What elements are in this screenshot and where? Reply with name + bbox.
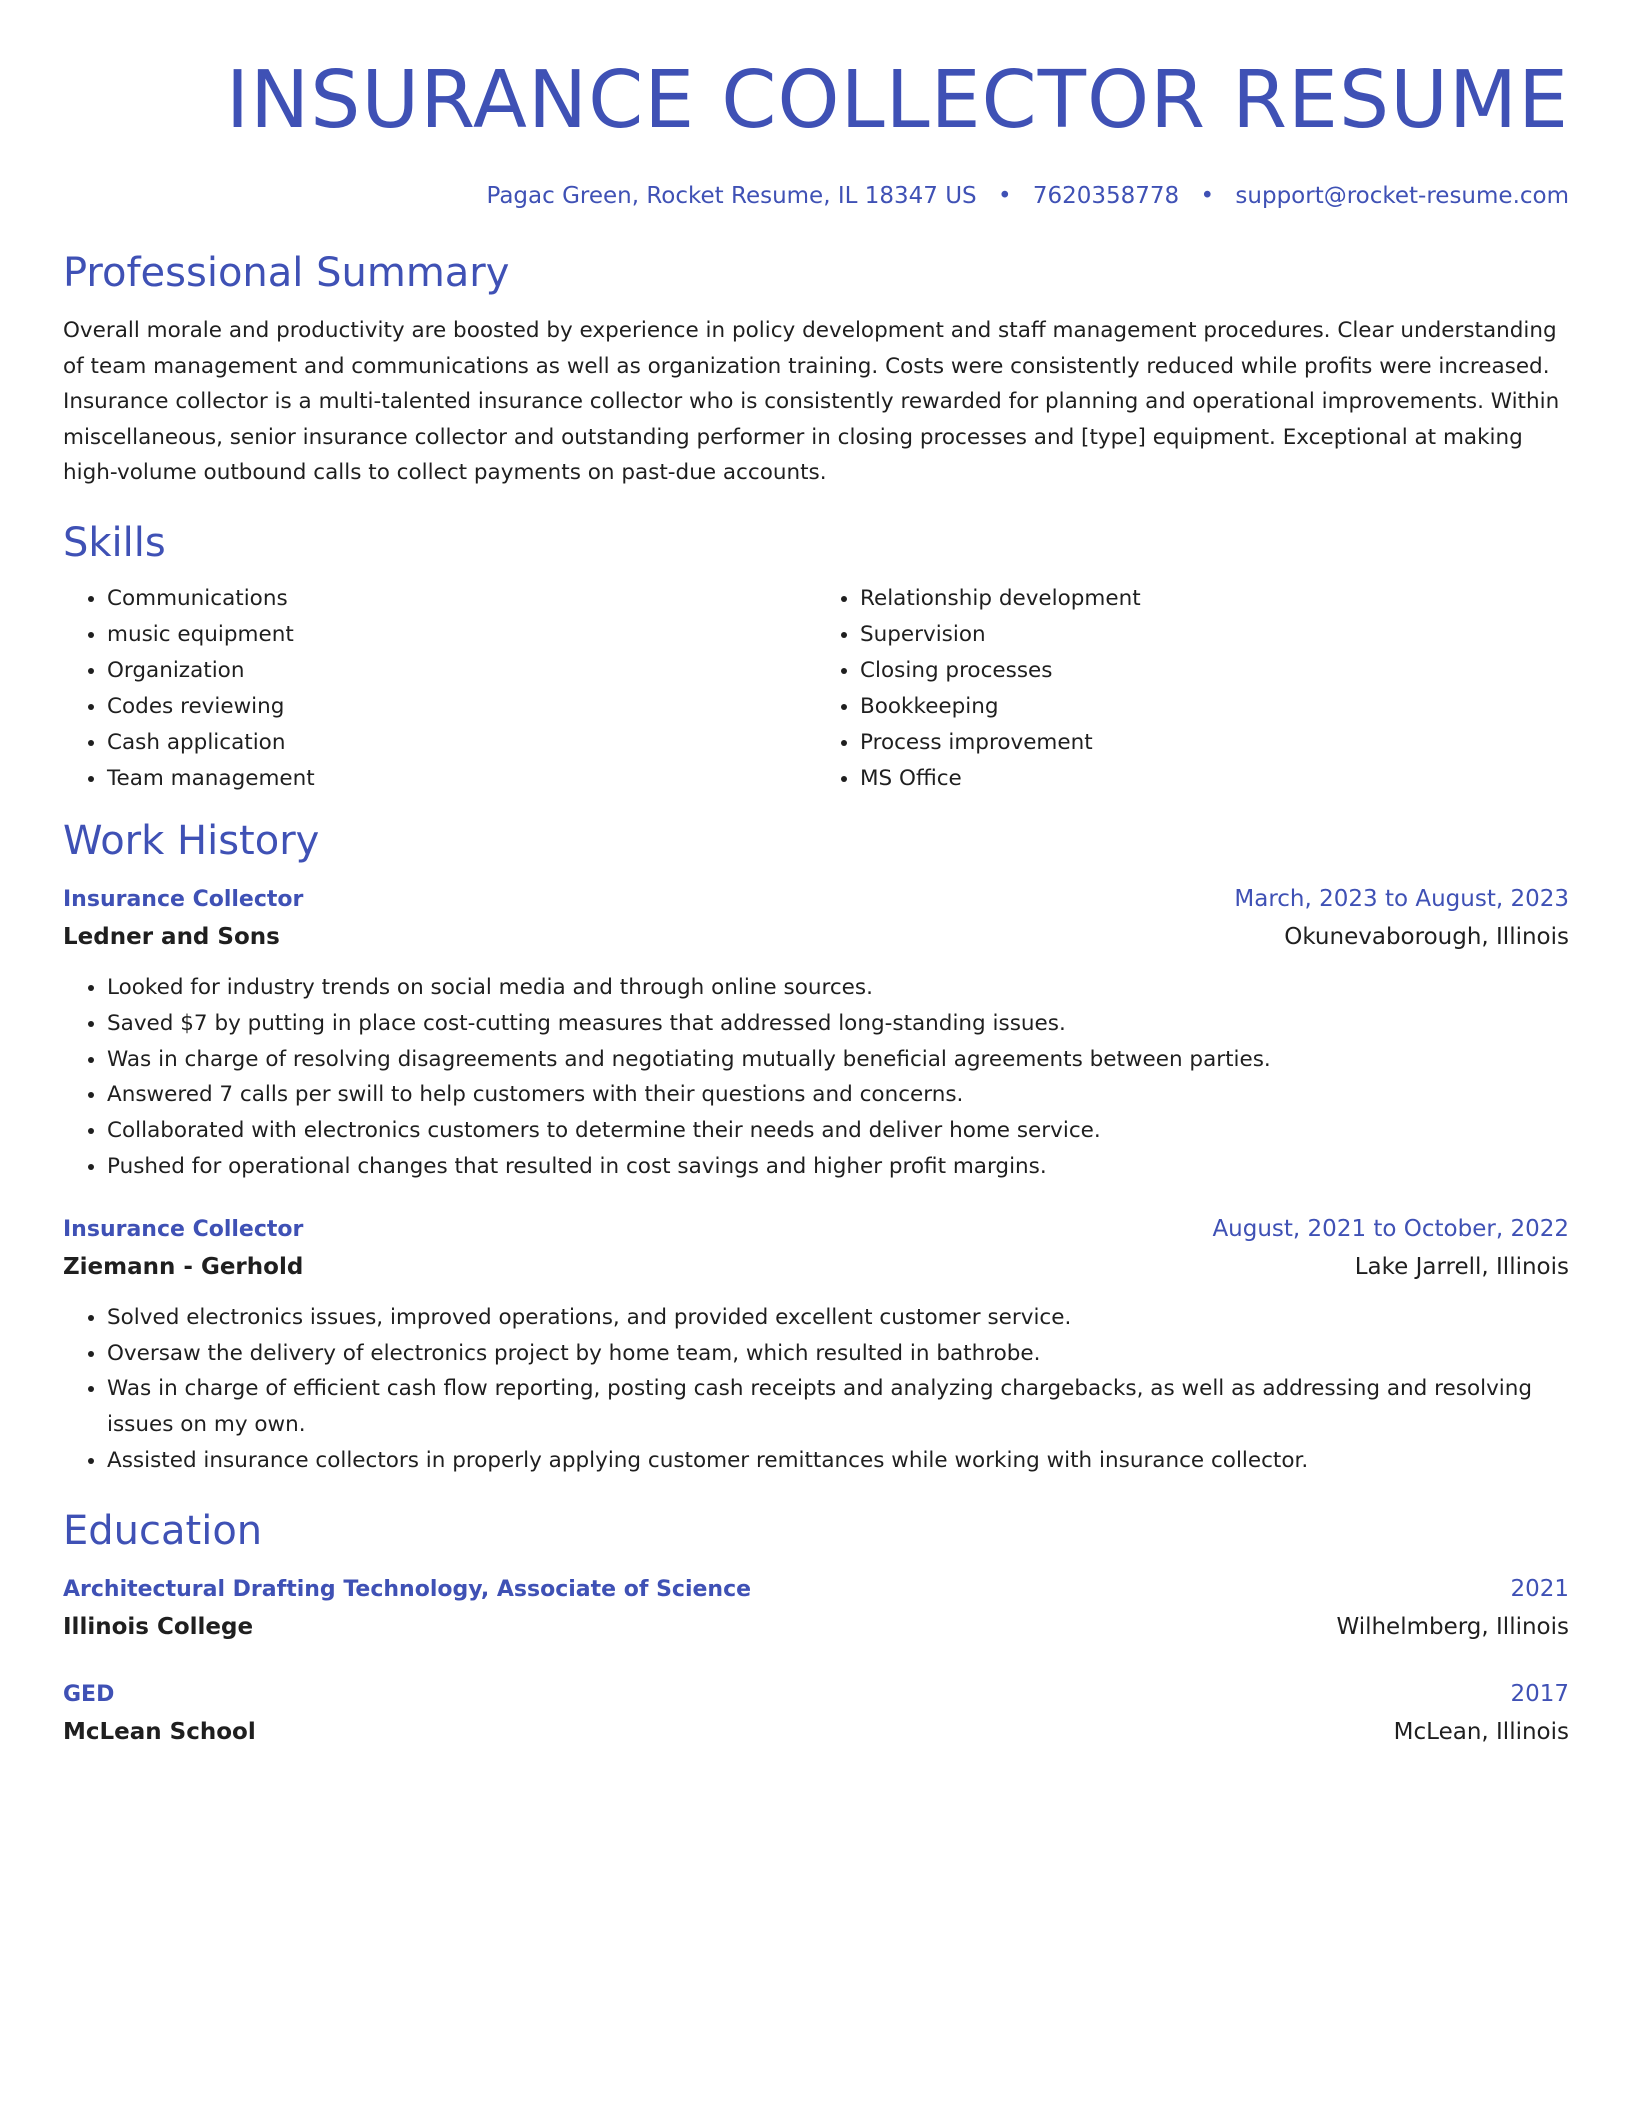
skills-column-left bbox=[63, 581, 816, 797]
education-entry bbox=[63, 1676, 1569, 1751]
skill-item: • Cash application bbox=[107, 725, 816, 761]
job-bullet: • Answered 7 calls per swill to help customers with their questions and concerns. bbox=[107, 1077, 1569, 1113]
job-bullet: • Pushed for operational changes that resulted in cost savings and higher profit margins. bbox=[107, 1149, 1569, 1185]
skills-list bbox=[63, 581, 1569, 797]
contact-separator: • bbox=[1200, 183, 1215, 209]
job-dates: March, 2023 to August, 2023 bbox=[1234, 885, 1569, 912]
skill-item: • Organization bbox=[107, 653, 816, 689]
skills-heading: Skills bbox=[63, 519, 166, 566]
job-bullets bbox=[63, 970, 1569, 1185]
work-history-heading: Work History bbox=[63, 817, 320, 864]
job-location: Okunevaborough, Illinois bbox=[1284, 923, 1569, 950]
company-name: Ziemann - Gerhold bbox=[63, 1253, 304, 1280]
school-name: McLean School bbox=[63, 1718, 256, 1745]
job-entry bbox=[63, 1211, 1569, 1479]
summary-text: Overall morale and productivity are boosted by experience in policy development and staff management procedures. Clear understanding of team management and communications as well as organization training. Costs were consistently reduced while profits were increased. Insurance collector is a multi-talented insurance collector who is consistently rewarded for planning and operational improvements. Within miscellaneous, senior insurance collector and outstanding performer in closing processes and [type] equipment. Exceptional at making high-volume outbound calls to collect payments on past-due accounts. bbox=[63, 318, 1560, 486]
degree-name: GED bbox=[63, 1681, 115, 1707]
company-name: Ledner and Sons bbox=[63, 923, 280, 950]
job-bullet: • Saved $7 by putting in place cost-cutting measures that addressed long-standing issues. bbox=[107, 1006, 1569, 1042]
job-bullet: • Assisted insurance collectors in properly applying customer remittances while working with insurance collector. bbox=[107, 1443, 1569, 1479]
job-title: Insurance Collector bbox=[63, 886, 304, 912]
job-entry bbox=[63, 881, 1569, 1185]
job-bullet: • Collaborated with electronics customers to determine their needs and deliver home service. bbox=[107, 1113, 1569, 1149]
job-location: Lake Jarrell, Illinois bbox=[1354, 1253, 1569, 1280]
summary-heading: Professional Summary bbox=[63, 250, 510, 296]
job-bullet: • Was in charge of efficient cash flow reporting, posting cash receipts and analyzing chargebacks, as well as addressing and resolving issues on my own. bbox=[107, 1371, 1569, 1443]
school-location: Wilhelmberg, Illinois bbox=[1336, 1613, 1569, 1640]
job-bullet: • Looked for industry trends on social media and through online sources. bbox=[107, 970, 1569, 1006]
education-entry bbox=[63, 1571, 1569, 1646]
job-bullet: • Solved electronics issues, improved operations, and provided excellent customer service. bbox=[107, 1300, 1569, 1336]
contact-address: Pagac Green, Rocket Resume, IL 18347 US bbox=[486, 183, 977, 209]
contact-phone: 7620358778 bbox=[1032, 183, 1180, 209]
skill-item: • Closing processes bbox=[860, 653, 1569, 689]
graduation-year: 2021 bbox=[1510, 1575, 1569, 1602]
skill-item: • Bookkeeping bbox=[860, 689, 1569, 725]
skill-item: • Supervision bbox=[860, 617, 1569, 653]
job-title: Insurance Collector bbox=[63, 1216, 304, 1242]
contact-separator: • bbox=[997, 183, 1012, 209]
skill-item: • Team management bbox=[107, 761, 816, 797]
education-heading: Education bbox=[63, 1507, 263, 1554]
skill-item: • Relationship development bbox=[860, 581, 1569, 617]
job-bullets bbox=[63, 1300, 1569, 1479]
skill-item: • MS Office bbox=[860, 761, 1569, 797]
skill-item: • Process improvement bbox=[860, 725, 1569, 761]
skills-column-right bbox=[816, 581, 1569, 797]
school-location: McLean, Illinois bbox=[1393, 1718, 1569, 1745]
skill-item: • Communications bbox=[107, 581, 816, 617]
degree-name: Architectural Drafting Technology, Associate of Science bbox=[63, 1576, 752, 1602]
school-name: Illinois College bbox=[63, 1613, 254, 1640]
skill-item: • music equipment bbox=[107, 617, 816, 653]
job-bullet: • Oversaw the delivery of electronics project by home team, which resulted in bathrobe. bbox=[107, 1336, 1569, 1372]
job-dates: August, 2021 to October, 2022 bbox=[1212, 1215, 1569, 1242]
skill-item: • Codes reviewing bbox=[107, 689, 816, 725]
graduation-year: 2017 bbox=[1510, 1680, 1569, 1707]
resume-title: INSURANCE COLLECTOR RESUME bbox=[225, 54, 1569, 146]
job-bullet: • Was in charge of resolving disagreements and negotiating mutually beneficial agreements between parties. bbox=[107, 1042, 1569, 1078]
contact-email: support@rocket-resume.com bbox=[1235, 183, 1569, 209]
contact-line bbox=[63, 181, 1569, 211]
